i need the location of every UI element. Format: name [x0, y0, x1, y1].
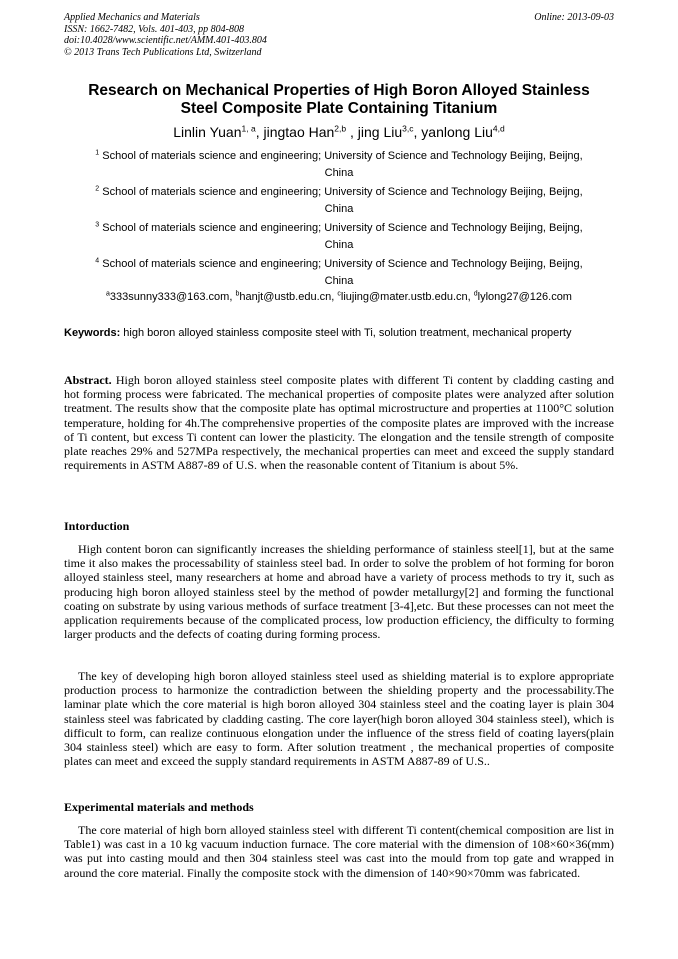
affiliation-country: China [324, 275, 354, 287]
author-list [64, 123, 614, 141]
email-superscript: b [235, 290, 240, 298]
introduction-text-2: The key of developing high boron alloyed stainless steel used as shielding material is to explore appropriate production process to harmonize the contradiction between the shielding property and the processability.The laminar plate which the core material is high boron alloyed 304 stainless steel and the coating layer is plain 304 stainless steel was fabricated by cladding casting. The core layer(high boron alloyed 304 stainless steel), which is difficult to form, can realize continuous elongation under the influence of the stress field of coating layers(plain 304 stainless steel) which are easy to form. After solution treatment , the mechanical properties of composite plates can meet and exceed the supply standard requirements in ASTM A887-89 of U.S.. [64, 669, 614, 769]
email-address: liujing@mater.ustb.edu.cn, [340, 291, 474, 303]
issn-line: ISSN: 1662-7482, Vols. 401-403, pp 804-808 [64, 23, 244, 35]
affiliation-3 [64, 220, 614, 254]
introduction-heading: Intorduction [64, 519, 130, 533]
copyright-line: © 2013 Trans Tech Publications Ltd, Switzerland [64, 46, 262, 58]
affiliation-number: 2 [95, 185, 100, 193]
author-superscript: 3,c [402, 123, 414, 134]
email-superscript: c [337, 290, 341, 298]
affiliation-2 [64, 184, 614, 218]
title-line-2: Steel Composite Plate Containing Titanium [180, 100, 498, 117]
affiliation-number: 4 [95, 257, 100, 265]
title-line-1: Research on Mechanical Properties of High Boron Alloyed Stainless [88, 82, 590, 99]
email-list [64, 290, 614, 304]
email-address: lylong27@126.com [477, 291, 572, 303]
doi-line: doi:10.4028/www.scientific.net/AMM.401-403.804 [64, 35, 267, 46]
affiliation-4 [64, 256, 614, 290]
introduction-text-1: High content boron can significantly increases the shielding performance of stainless steel[1], but at the same time it also makes the processability of stainless steel bad. In order to solve the problem of hot forming for boron alloyed stainless steel, many researchers at home and abroad have a variety of process methods to try it, such as producing high boron alloyed stainless steel by the method of powder metallurgy[2] and forming the functional coating on substrate by using various methods of surface treatment [3-4],etc. But these processes can not meet the application requirements because of the complicated process, low production efficiency, the difficulty to forming larger products and the defects of coating during forming process. [64, 542, 614, 642]
keywords-text: high boron alloyed stainless composite steel with Ti, solution treatment, mechanical property [120, 327, 572, 339]
abstract-label: Abstract. [64, 373, 112, 387]
abstract [64, 373, 614, 472]
experimental-heading: Experimental materials and methods [64, 800, 254, 814]
experimental-paragraph-1 [64, 823, 614, 880]
email-address: hanjt@ustb.edu.cn, [239, 291, 338, 303]
introduction-paragraph-1 [64, 542, 614, 641]
author-name: jing Liu [357, 124, 403, 140]
author-superscript: 2,b [334, 123, 347, 134]
experimental-text-1: The core material of high born alloyed stainless steel with different Ti content(chemical composition are list in Table1) was cast in a 10 kg vacuum induction furnace. The core material with the dimension of 108×60×36(mm) was put into casting mould and then 304 stainless steel was cast into the mould from top gate and wrapped in around the core material. Finally the composite stock with the dimension of 140×90×70mm was fabricated. [64, 823, 614, 880]
author-superscript: 4,d [492, 123, 505, 134]
affiliation-number: 1 [95, 149, 100, 157]
affiliation-number: 3 [95, 221, 100, 229]
journal-header [64, 12, 267, 58]
introduction-paragraph-2 [64, 669, 614, 768]
affiliation-country: China [324, 239, 354, 251]
author-separator: , [255, 124, 264, 140]
author-separator: , [413, 124, 422, 140]
affiliation-country: China [324, 203, 354, 215]
affiliation-country: China [324, 167, 354, 179]
author-name: yanlong Liu [421, 124, 493, 140]
email-superscript: a [106, 290, 110, 298]
email-address: 333sunny333@163.com, [109, 291, 236, 303]
affiliation-text: School of materials science and engineering; University of Science and Technology Beijing, Beijng, [102, 222, 583, 234]
affiliation-text: School of materials science and engineering; University of Science and Technology Beijing, Beijng, [102, 258, 583, 270]
author-superscript: 1, a [241, 123, 256, 134]
online-date: Online: 2013-09-03 [534, 12, 614, 23]
affiliation-1 [64, 148, 614, 182]
author-separator: , [346, 124, 358, 140]
author-name: jingtao Han [263, 124, 335, 140]
journal-name: Applied Mechanics and Materials [64, 12, 200, 23]
author-name: Linlin Yuan [173, 124, 242, 140]
email-superscript: d [473, 290, 478, 298]
paper-title [64, 82, 614, 118]
keywords-label: Keywords: [64, 327, 121, 339]
affiliation-text: School of materials science and engineering; University of Science and Technology Beijing, Beijng, [102, 186, 583, 198]
affiliation-text: School of materials science and engineering; University of Science and Technology Beijing, Beijng, [102, 150, 583, 162]
abstract-text: High boron alloyed stainless steel composite plates with different Ti content by cladding casting and hot forming process were fabricated. The mechanical properties of composite plates were analyzed after solution treatment. The results show that the composite plate has optimal microstructure and properties at 1100°C solution temperature, holding for 4h.The comprehensive properties of the composite plates are improved with the increase of Ti content, but excess Ti content can lower the plasticity. The elongation and the tensile strength of composite plate reaches 29% and 527MPa respectively, the mechanical properties can meet and exceed the supply standard requirements in ASTM A887-89 of U.S. when the reasonable content of Titanium is about 5%. [64, 373, 614, 473]
keywords [64, 326, 614, 341]
